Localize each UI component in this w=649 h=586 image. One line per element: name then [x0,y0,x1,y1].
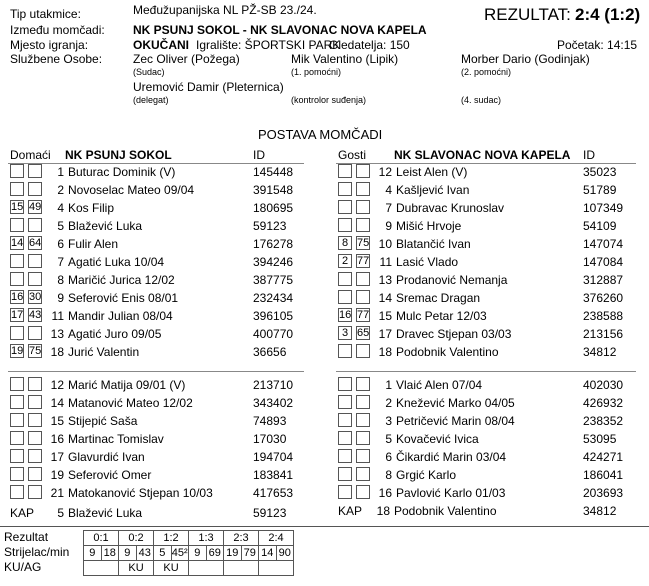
player-number: 16 [378,486,392,500]
divider [336,371,636,372]
player-id: 35023 [583,165,617,179]
score-cell: 1:2 [154,531,189,546]
kuag-row-label: KU/AG [4,560,42,574]
sub-minute-box: 16 [11,291,24,303]
player-number: 14 [50,396,64,410]
divider [8,371,304,372]
player-name: Lasić Vlado [396,255,459,269]
player-name: Mandir Julian 08/04 [68,309,173,323]
score-cell: 1:3 [189,531,224,546]
score-cell: 2:4 [259,531,294,546]
player-id: 387775 [253,273,294,287]
sub-minute-box: 8 [338,236,352,250]
kuag-cell: KU [154,561,189,576]
sub-minute-box [10,182,24,196]
home-id-header: ID [253,148,265,162]
home-team-name: NK PSUNJ SOKOL [65,148,172,162]
sub-minute-box [338,467,352,481]
official-name: Mik Valentino (Lipik) [291,52,399,66]
sub-minute-box [338,377,352,391]
home-kap-name: Blažević Luka [68,506,143,520]
player-number: 13 [378,273,392,287]
home-side-label: Domaći [10,148,51,162]
sub-minute-box [10,218,24,232]
player-name: Jurić Valentin [68,345,140,359]
player-number: 11 [51,309,64,323]
kuag-cell [259,561,294,576]
player-number: 1 [57,165,64,179]
player-number: 5 [385,432,392,446]
player-name: Kovačević Ivica [396,432,479,446]
player-id: 54109 [583,219,617,233]
player-id: 391548 [253,183,294,197]
igraliste: Igralište: ŠPORTSKI PARK [196,38,341,52]
sub-minute-box [338,272,352,286]
sub-minute-box: 75 [357,237,370,249]
player-number: 8 [57,273,64,287]
scorer-cell: 79 [241,546,259,561]
sub-minute-box: 2 [338,254,352,268]
away-kap-id: 34812 [583,504,617,518]
official-role: (delegat) [133,95,169,105]
sub-minute-box [338,413,352,427]
player-id: 213156 [583,327,624,341]
player-name: Marić Matija 09/01 (V) [68,378,186,392]
player-id: 145448 [253,165,294,179]
sub-minute-box: 65 [357,327,370,339]
player-name: Pavlović Karlo 01/03 [396,486,506,500]
player-id: 74893 [253,414,287,428]
scorer-cell: 43 [136,546,154,561]
player-number: 12 [50,378,64,392]
home-kap-num: 5 [57,506,64,520]
scorer-cell: 9 [84,546,102,561]
home-kap-label: KAP [10,506,35,520]
player-name: Sremac Dragan [396,291,481,305]
player-number: 16 [50,432,64,446]
player-number: 14 [378,291,392,305]
player-name: Stijepić Saša [68,414,138,428]
sub-minute-box [10,326,24,340]
player-name: Mulc Petar 12/03 [396,309,487,323]
player-id: 400770 [253,327,294,341]
player-name: Buturac Dominik (V) [68,165,176,179]
sub-minute-box [10,467,24,481]
sub-minute-box: 3 [338,326,352,340]
summary-table [83,530,294,576]
player-number: 18 [378,345,392,359]
sub-minute-box [338,290,352,304]
score-cell: 0:1 [84,531,119,546]
sub-minute-box [10,431,24,445]
sub-minute-box: 30 [29,291,42,303]
player-name: Martinac Tomislav [68,432,164,446]
sub-minute-box [10,485,24,499]
player-id: 312887 [583,273,624,287]
away-team-name: NK SLAVONAC NOVA KAPELA [394,148,571,162]
player-name: Mišić Hrvoje [396,219,462,233]
player-number: 15 [50,414,64,428]
player-number: 13 [50,327,64,341]
lineup-title: POSTAVA MOMČADI [258,127,383,142]
player-number: 2 [57,183,64,197]
sub-minute-box [338,218,352,232]
player-id: 36656 [253,345,287,359]
rezultat-row-label: Rezultat [4,530,49,544]
sub-minute-box: 77 [357,309,370,321]
kuag-cell [189,561,224,576]
player-name: Prodanović Nemanja [396,273,508,287]
player-id: 424271 [583,450,624,464]
player-number: 11 [379,255,392,269]
player-id: 17030 [253,432,287,446]
sub-minute-box: 43 [29,309,42,321]
player-id: 107349 [583,201,624,215]
sub-minute-box: 14 [11,237,24,249]
official-role: (Sudac) [133,67,165,77]
player-name: Agatić Luka 10/04 [68,255,165,269]
mjesto-value: OKUČANI [133,38,189,52]
sub-minute-box [10,164,24,178]
official-name: Zec Oliver (Požega) [133,52,240,66]
rezultat-label: REZULTAT: [484,5,571,24]
player-id: 376260 [583,291,624,305]
player-id: 183841 [253,468,294,482]
sub-minute-box [338,200,352,214]
player-number: 10 [378,237,392,251]
player-id: 203693 [583,486,624,500]
player-name: Blažević Luka [68,219,143,233]
player-number: 17 [50,450,64,464]
player-name: Podobnik Valentino [396,345,499,359]
sub-minute-box: 49 [29,201,42,213]
sub-minute-box [338,344,352,358]
away-kap-num: 18 [376,504,390,518]
player-number: 4 [385,183,392,197]
sub-minute-box [10,377,24,391]
away-kap-name: Podobnik Valentino [394,504,497,518]
player-id: 176278 [253,237,294,251]
player-name: Matokanović Stjepan 10/03 [68,486,213,500]
player-number: 21 [50,486,64,500]
player-id: 51789 [583,183,617,197]
tip-label: Tip utakmice: [10,7,81,21]
sub-minute-box [10,395,24,409]
player-number: 1 [385,378,392,392]
strijelac-row-label: Strijelac/min [4,545,70,559]
player-name: Matanović Mateo 12/02 [68,396,193,410]
player-name: Glavurdić Ivan [68,450,145,464]
player-id: 417653 [253,486,294,500]
player-id: 186041 [583,468,624,482]
away-id-header: ID [583,148,595,162]
player-id: 238588 [583,309,624,323]
sub-minute-box: 19 [11,345,24,357]
player-id: 213710 [253,378,294,392]
player-id: 194704 [253,450,294,464]
sub-minute-box: 64 [29,237,42,249]
kuag-cell: KU [119,561,154,576]
away-side-label: Gosti [338,148,367,162]
player-number: 3 [385,414,392,428]
player-id: 238352 [583,414,624,428]
official-name: Morber Dario (Godinjak) [461,52,590,66]
mjesto-label: Mjesto igranja: [10,38,89,52]
player-id: 34812 [583,345,617,359]
player-number: 6 [385,450,392,464]
player-name: Seferović Omer [68,468,152,482]
player-name: Novoselac Mateo 09/04 [68,183,195,197]
player-name: Čikardić Marin 03/04 [396,450,507,464]
official-role: (1. pomoćni) [291,67,342,77]
player-name: Fulir Alen [68,237,119,251]
kuag-cell [224,561,259,576]
player-number: 7 [385,201,392,215]
scorer-cell: 5 [154,546,172,561]
rezultat-value: 2:4 (1:2) [575,5,641,24]
divider [8,163,304,164]
score-cell: 0:2 [119,531,154,546]
player-number: 15 [378,309,392,323]
player-name: Maričić Jurica 12/02 [68,273,175,287]
player-name: Kašljević Ivan [396,183,470,197]
sub-minute-box [338,431,352,445]
sub-minute-box: 15 [11,201,24,213]
sub-minute-box [338,485,352,499]
divider [336,163,636,164]
scorer-cell: 45² [171,547,188,559]
player-number: 18 [50,345,64,359]
player-number: 6 [57,237,64,251]
divider [0,526,649,527]
player-id: 394246 [253,255,294,269]
sluzbene-label: Službene Osobe: [10,52,103,66]
sub-minute-box [10,449,24,463]
player-name: Vlaić Alen 07/04 [396,378,483,392]
player-name: Kos Filip [68,201,115,215]
player-id: 180695 [253,201,294,215]
home-kap-id: 59123 [253,506,287,520]
player-name: Grgić Karlo [396,468,457,482]
gledatelja: Gledatelja: 150 [329,38,410,52]
sub-minute-box [338,395,352,409]
player-name: Seferović Enis 08/01 [68,291,179,305]
player-number: 5 [57,219,64,233]
player-number: 9 [57,291,64,305]
away-kap-label: KAP [338,504,363,518]
official-role: (4. sudac) [461,95,502,105]
player-name: Petričević Marin 08/04 [396,414,515,428]
player-name: Blatančić Ivan [396,237,471,251]
scorer-cell: 90 [276,546,294,561]
player-number: 12 [378,165,392,179]
sub-minute-box [338,182,352,196]
sub-minute-box: 77 [357,255,370,267]
player-id: 53095 [583,432,617,446]
official-name: Uremović Damir (Pleternica) [133,80,284,94]
player-name: Knežević Marko 04/05 [396,396,515,410]
official-role: (2. pomoćni) [461,67,512,77]
sub-minute-box [10,254,24,268]
sub-minute-box [338,449,352,463]
player-id: 147084 [583,255,624,269]
sub-minute-box: 16 [339,309,352,321]
player-id: 396105 [253,309,294,323]
player-id: 426932 [583,396,624,410]
sub-minute-box: 17 [11,309,24,321]
sub-minute-box [10,413,24,427]
sub-minute-box [338,164,352,178]
player-number: 19 [50,468,64,482]
sub-minute-box: 75 [29,345,42,357]
scorer-cell: 9 [189,546,207,561]
player-name: Leist Alen (V) [396,165,468,179]
official-role: (kontrolor suđenja) [291,95,367,105]
player-name: Dravec Stjepan 03/03 [396,327,512,341]
kuag-cell [84,561,119,576]
player-number: 8 [385,468,392,482]
player-id: 343402 [253,396,294,410]
player-name: Dubravac Krunoslav [396,201,505,215]
player-number: 4 [57,201,64,215]
tip-value: Međužupanijska NL PŽ-SB 23./24. [133,3,317,17]
scorer-cell: 9 [119,546,137,561]
player-number: 2 [385,396,392,410]
player-id: 232434 [253,291,294,305]
scorer-cell: 18 [101,546,119,561]
izmedju-value: NK PSUNJ SOKOL - NK SLAVONAC NOVA KAPELA [133,23,427,37]
player-number: 17 [378,327,392,341]
player-id: 147074 [583,237,624,251]
pocetak: Početak: 14:15 [557,38,638,52]
scorer-cell: 14 [259,546,277,561]
scorer-cell: 69 [206,546,224,561]
player-number: 9 [385,219,392,233]
player-number: 7 [57,255,64,269]
scorer-cell: 19 [224,546,242,561]
player-name: Agatić Juro 09/05 [68,327,162,341]
player-id: 59123 [253,219,287,233]
izmedju-label: Između momčadi: [10,23,105,37]
player-id: 402030 [583,378,624,392]
score-cell: 2:3 [224,531,259,546]
sub-minute-box [10,272,24,286]
